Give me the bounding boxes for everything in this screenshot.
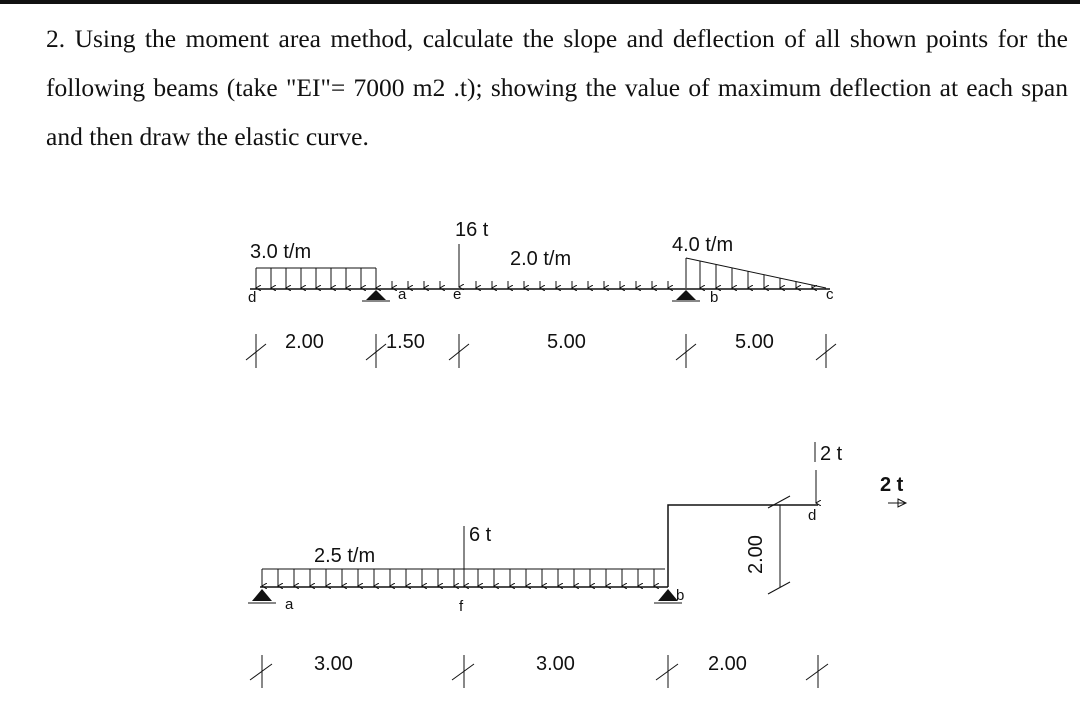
beam-1-udl-middle — [392, 281, 668, 288]
beam-2-point-d: d — [808, 507, 817, 524]
beam-1-point-c: c — [826, 286, 834, 303]
beam-2-frame — [668, 505, 818, 587]
beam-2-point-b: b — [676, 587, 685, 604]
beam-2-vertical-dimension-line — [768, 496, 790, 594]
beam-1-dim-4: 5.00 — [735, 331, 774, 353]
beam-2-label-point-load-d-vertical: 2 t — [820, 443, 843, 465]
beam-1-label-point-load: 16 t — [455, 219, 489, 241]
beam-2-dim-1: 3.00 — [314, 653, 353, 675]
beam-1-udl-left — [256, 268, 376, 288]
beam-1-label-udl-triangular: 4.0 t/m — [672, 234, 734, 256]
question-text: 2. Using the moment area method, calculate the slope and deflection of all shown points for the following beams (take "EI"= 7000 m2 .t); showing the value of maximum deflection at each span and then draw the elastic curve. — [46, 24, 1068, 151]
beam-2-dim-3: 2.00 — [708, 653, 747, 675]
beam-1-label-udl-middle: 2.0 t/m — [510, 248, 572, 270]
beam-1-point-a: a — [398, 286, 407, 303]
beam-2 — [248, 442, 906, 688]
beam-1-dim-1: 2.00 — [285, 331, 324, 353]
beam-1-support-a — [366, 290, 386, 300]
beam-1-label-udl-left: 3.0 t/m — [250, 241, 312, 263]
beam-1-udl-triangular — [686, 258, 826, 288]
beam-1 — [246, 219, 836, 368]
beam-1-dim-2: 1.50 — [386, 331, 425, 353]
beam-2-support-b — [658, 589, 678, 601]
beam-1-point-d: d — [248, 289, 257, 306]
beam-1-point-e: e — [453, 286, 462, 303]
beam-2-support-a — [252, 589, 272, 601]
beam-1-point-b: b — [710, 289, 719, 306]
beam-2-label-point-load-f: 6 t — [469, 524, 492, 546]
beam-1-dim-3: 5.00 — [547, 331, 586, 353]
beam-2-label-point-load-d-horizontal: 2 t — [880, 474, 904, 496]
beam-1-support-b — [676, 290, 696, 300]
beam-2-point-a: a — [285, 596, 294, 613]
beam-2-point-f: f — [459, 598, 464, 615]
beam-2-vertical-dimension: 2.00 — [745, 535, 767, 574]
beam-2-dim-2: 3.00 — [536, 653, 575, 675]
beam-2-label-udl: 2.5 t/m — [314, 545, 376, 567]
